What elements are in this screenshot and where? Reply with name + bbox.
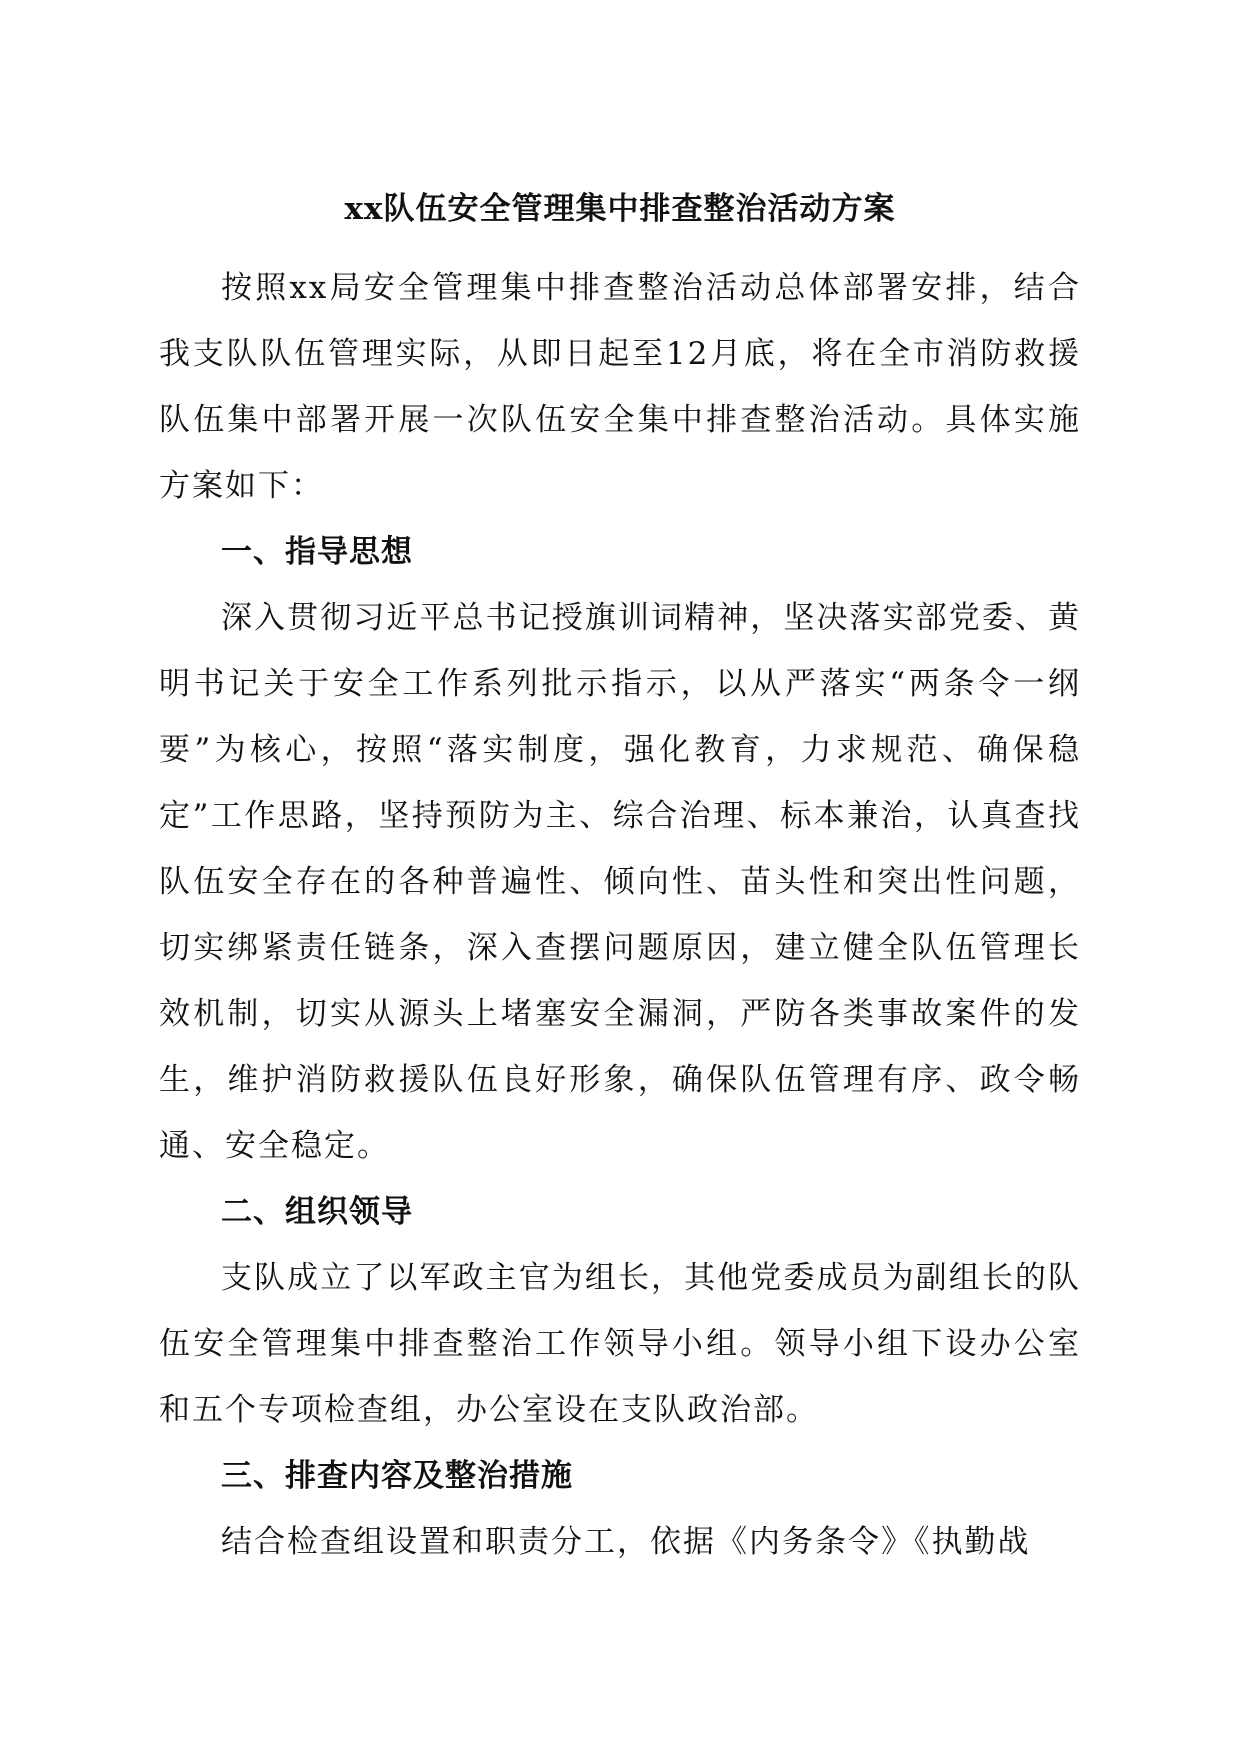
section-body-organization: 支队成立了以军政主官为组长，其他党委成员为副组长的队伍安全管理集中排查整治工作领导小组。领导小组下设办公室和五个专项检查组，办公室设在支队政治部。 [159, 1260, 1081, 1428]
section-body-guiding-ideology: 深入贯彻习近平总书记授旗训词精神，坚决落实部党委、黄明书记关于安全工作系列批示指示，以从严落实“两条令一纲要”为核心，按照“落实制度，强化教育，力求规范、确保稳定”工作思路，坚持预防为主、综合治理、标本兼治，认真查找队伍安全存在的各种普遍性、倾向性、苗头性和突出性问题，切实绑紧责任链条，深入查摆问题原因，建立健全队伍管理长效机制，切实从源头上堵塞安全漏洞，严防各类事故案件的发生，维护消防救援队伍良好形象，确保队伍管理有序、政令畅通、安全稳定。 [159, 600, 1081, 1164]
section-heading-guiding-ideology: 一、指导思想 [221, 534, 413, 570]
section-body-inspection-content: 结合检查组设置和职责分工，依据《内务条令》《执勤战 [221, 1524, 1031, 1560]
section-heading-organization: 二、组织领导 [221, 1194, 413, 1230]
document-title: xx队伍安全管理集中排查整治活动方案 [344, 191, 896, 227]
intro-paragraph: 按照xx局安全管理集中排查整治活动总体部署安排，结合我支队队伍管理实际，从即日起至12月底，将在全市消防救援队伍集中部署开展一次队伍安全集中排查整治活动。具体实施方案如下： [159, 270, 1081, 504]
section-heading-inspection-content: 三、排查内容及整治措施 [221, 1458, 573, 1494]
document-page [159, 185, 1081, 1575]
